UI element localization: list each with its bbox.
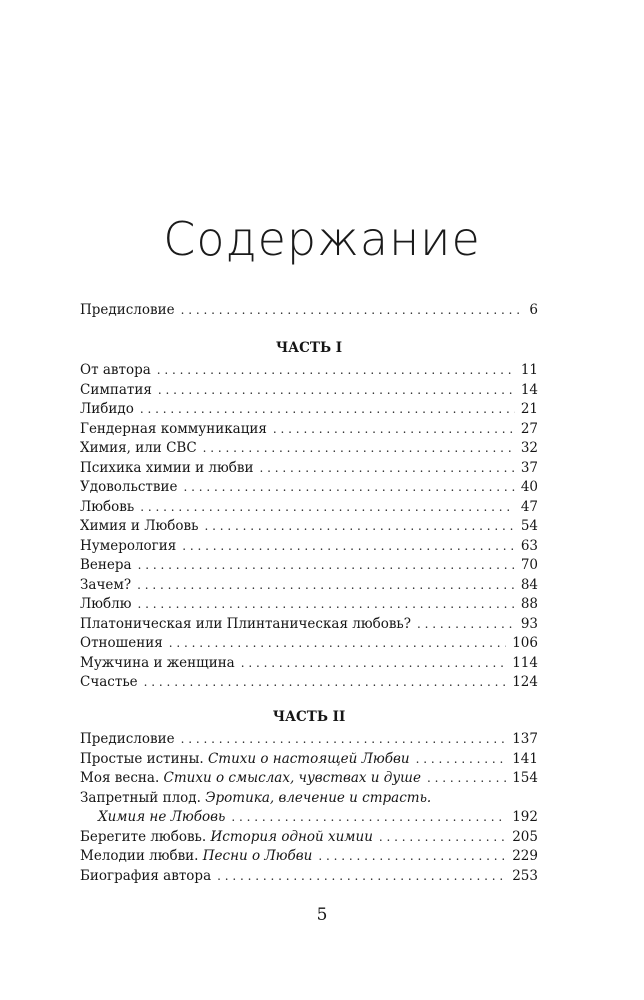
entry-page: 47 [520, 498, 538, 515]
toc-entry [80, 361, 538, 381]
leader-dots [259, 459, 514, 479]
entry-page: 229 [512, 848, 538, 864]
entry-title-text: Либидо [80, 401, 134, 417]
entry-title [80, 556, 132, 576]
entry-title [80, 595, 131, 615]
entry-title-text: Симпатия [80, 381, 152, 398]
entry-title-text: Запретный плод. [80, 789, 206, 806]
leader-dots [169, 634, 507, 654]
entry-title-text: Счастье [80, 674, 138, 690]
entry-title-text: Мужчина и женщина [80, 654, 235, 671]
toc-entry [80, 439, 538, 459]
leader-dots [144, 673, 507, 693]
entry-title [80, 654, 235, 674]
leader-dots [140, 498, 515, 518]
toc-part-2 [80, 708, 538, 886]
toc-preface [80, 301, 538, 321]
entry-page: 54 [520, 518, 538, 534]
leader-dots [241, 654, 506, 674]
entry-title [80, 750, 410, 770]
entry-title-text: Химия и Любовь [80, 518, 199, 534]
leader-dots [137, 595, 514, 615]
entry-title-text: Любовь [80, 498, 135, 515]
entry-title [80, 420, 267, 440]
entry-title [80, 381, 152, 401]
toc-entry [80, 808, 538, 828]
toc-entry [80, 576, 538, 596]
entry-title [80, 634, 163, 654]
leader-dots [137, 576, 515, 596]
entry-title-text: Венера [80, 557, 132, 573]
entry-title-text: Нумерология [80, 537, 177, 554]
entry-title-text: Гендерная коммуникация [80, 420, 267, 437]
entry-title [80, 498, 134, 518]
leader-dots [231, 808, 506, 828]
entry-page: 14 [520, 381, 538, 398]
toc-entry [80, 595, 538, 615]
entry-title-text: Отношения [80, 635, 163, 651]
entry-title-text: Биография автора [80, 867, 212, 884]
entry-page: 27 [520, 420, 538, 437]
entry-page: 32 [520, 440, 538, 456]
entry-page: 114 [512, 654, 538, 671]
entry-title-text: От автора [80, 362, 151, 378]
leader-dots [158, 381, 515, 401]
entry-page: 106 [512, 635, 538, 651]
toc-entry [80, 867, 538, 887]
toc-entry [80, 301, 538, 321]
leader-dots [318, 847, 506, 867]
toc-entry [80, 847, 538, 867]
entry-subtitle: Песни о Любви [202, 848, 313, 864]
toc-entry [80, 400, 538, 420]
entry-title [98, 808, 225, 828]
entry-subtitle: История одной химии [210, 828, 373, 845]
leader-dots [273, 420, 515, 440]
toc-part-1 [80, 339, 538, 693]
entry-title [80, 673, 138, 693]
leader-dots [427, 769, 506, 789]
entry-title-text: Удовольствие [80, 479, 178, 495]
part-heading: ЧАСТЬ I [275, 340, 343, 356]
leader-dots [203, 439, 515, 459]
entry-subtitle: Стихи о смыслах, чувствах и душе [163, 770, 421, 786]
entry-title [80, 615, 411, 635]
entry-title [80, 576, 131, 596]
entry-page: 6 [529, 302, 538, 318]
entry-title-text: Предисловие [80, 731, 175, 747]
entry-page: 70 [520, 557, 538, 573]
entry-title [80, 361, 151, 381]
page-number: 5 [316, 905, 328, 925]
toc-entry [80, 730, 538, 750]
entry-page: 154 [512, 770, 538, 786]
entry-page: 37 [520, 459, 538, 476]
entry-page: 93 [520, 615, 538, 632]
entry-title [80, 847, 312, 867]
entry-title-text: Зачем? [80, 576, 132, 593]
toc-entry [80, 381, 538, 401]
part-2-list [80, 730, 538, 886]
entry-title [80, 459, 253, 479]
entry-title [80, 789, 431, 809]
entry-title [80, 478, 177, 498]
entry-title [80, 517, 198, 537]
entry-page: 253 [512, 867, 538, 884]
entry-page: 40 [520, 479, 538, 495]
leader-dots [417, 615, 515, 635]
entry-page: 63 [520, 537, 538, 554]
entry-title-text: Химия, или СВС [80, 440, 197, 456]
entry-page: 192 [512, 809, 538, 825]
entry-page: 84 [520, 576, 538, 593]
leader-dots [204, 517, 514, 537]
entry-title-text: Берегите любовь. [80, 828, 211, 845]
toc-entry [80, 769, 538, 789]
entry-page: 141 [512, 750, 538, 767]
part-1-list [80, 361, 538, 693]
entry-title-text: Платоническая или Плинтаническая любовь? [80, 615, 412, 632]
entry-page: 137 [512, 731, 538, 747]
toc-entry [80, 478, 538, 498]
leader-dots [138, 556, 515, 576]
toc-entry [80, 420, 538, 440]
entry-subtitle: Эротика, влечение и страсть. [205, 789, 432, 806]
entry-title [80, 400, 134, 420]
entry-title-text: Психика химии и любви [80, 459, 254, 476]
toc-entry [80, 517, 538, 537]
entry-title-text: Моя весна. [80, 770, 164, 786]
entry-title [80, 769, 421, 789]
entry-page: 21 [520, 401, 538, 417]
entry-page: 205 [512, 828, 538, 845]
toc-entry [80, 556, 538, 576]
entry-title [80, 730, 175, 750]
entry-title-text: Мелодии любви. [80, 848, 203, 864]
leader-dots [181, 301, 524, 321]
entry-title [80, 828, 373, 848]
entry-title-text: Простые истины. [80, 750, 208, 767]
toc-entry [80, 654, 538, 674]
part-heading: ЧАСТЬ II [272, 709, 346, 725]
toc-entry [80, 750, 538, 770]
entry-title [80, 439, 197, 459]
entry-page: 124 [512, 674, 538, 690]
page-title: Содержание [163, 212, 481, 266]
toc-entry [80, 828, 538, 848]
toc-entry [80, 537, 538, 557]
leader-dots [183, 478, 514, 498]
entry-title [80, 867, 211, 887]
entry-subtitle: Стихи о настоящей Любви [207, 750, 410, 767]
entry-title-text: Люблю [80, 596, 132, 612]
toc-entry [80, 615, 538, 635]
leader-dots [379, 828, 506, 848]
toc-entry [80, 673, 538, 693]
entry-title [80, 537, 176, 557]
entry-subtitle: Химия не Любовь [98, 809, 226, 825]
toc-entry [80, 498, 538, 518]
entry-page: 88 [520, 596, 538, 612]
leader-dots [416, 750, 507, 770]
toc-entry [80, 459, 538, 479]
leader-dots [217, 867, 506, 887]
toc-entry [80, 789, 538, 809]
toc-entry [80, 634, 538, 654]
leader-dots [181, 730, 507, 750]
entry-title: Предисловие [80, 302, 175, 318]
entry-page: 11 [520, 362, 538, 378]
leader-dots [157, 361, 515, 381]
leader-dots [182, 537, 515, 557]
leader-dots [140, 400, 515, 420]
